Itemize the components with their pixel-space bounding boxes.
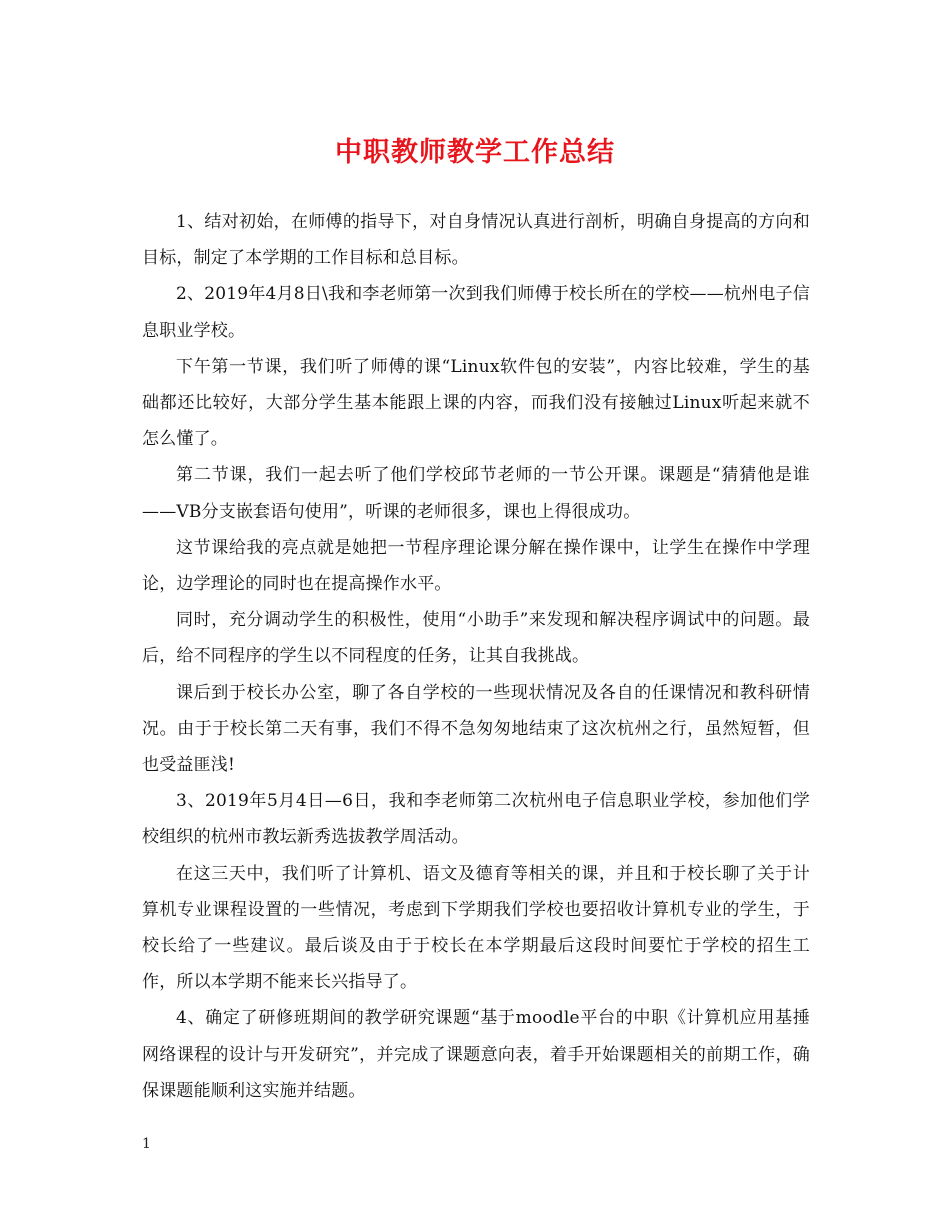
document-title: 中职教师教学工作总结 <box>335 137 615 168</box>
paragraph: 同时，充分调动学生的积极性，使用“小助手”来发现和解决程序调试中的问题。最后，给不同程序的学生以不同程度的任务，让其自我挑战。 <box>142 610 810 667</box>
paragraph: 下午第一节课，我们听了师傅的课“Linux软件包的安装”，内容比较难，学生的基础都还比较好，大部分学生基本能跟上课的内容，而我们没有接触过Linux听起来就不怎么懂了。 <box>142 356 810 450</box>
document-body <box>142 204 810 1109</box>
paragraph: 第二节课，我们一起去听了他们学校邱节老师的一节公开课。课题是“猜猜他是谁——VB分支嵌套语句使用”，听课的老师很多，课也上得很成功。 <box>142 465 810 522</box>
paragraph: 1、结对初始，在师傅的指导下，对自身情况认真进行剖析，明确自身提高的方向和目标，制定了本学期的工作目标和总目标。 <box>142 212 810 269</box>
paragraph: 课后到于校长办公室，聊了各自学校的一些现状情况及各自的任课情况和教科研情况。由于于校长第二天有事，我们不得不急匆匆地结束了这次杭州之行，虽然短暂，但也受益匪浅! <box>142 682 810 776</box>
paragraph: 2、2019年4月8日\我和李老师第一次到我们师傅于校长所在的学校——杭州电子信息职业学校。 <box>142 284 810 341</box>
paragraph: 这节课给我的亮点就是她把一节程序理论课分解在操作课中，让学生在操作中学理论，边学理论的同时也在提高操作水平。 <box>142 537 810 595</box>
paragraph: 4、确定了研修班期间的教学研究课题“基于moodle平台的中职《计算机应用基捶网络课程的设计与开发研究”，并完成了课题意向表，着手开始课题相关的前期工作，确保课题能顺利这实施并结题。 <box>142 1008 810 1101</box>
page-number: 1 <box>142 1136 151 1152</box>
paragraph: 3、2019年5月4日—6日，我和李老师第二次杭州电子信息职业学校，参加他们学校组织的杭州市教坛新秀选拔教学周活动。 <box>142 791 810 848</box>
paragraph: 在这三天中，我们听了计算机、语文及德育等相关的课，并且和于校长聊了关于计算机专业课程设置的一些情况，考虑到下学期我们学校也要招收计算机专业的学生，于校长给了一些建议。最后谈及由于于校长在本学期最后这段时间要忙于学校的招生工作，所以本学期不能来长兴指导了。 <box>142 863 810 993</box>
